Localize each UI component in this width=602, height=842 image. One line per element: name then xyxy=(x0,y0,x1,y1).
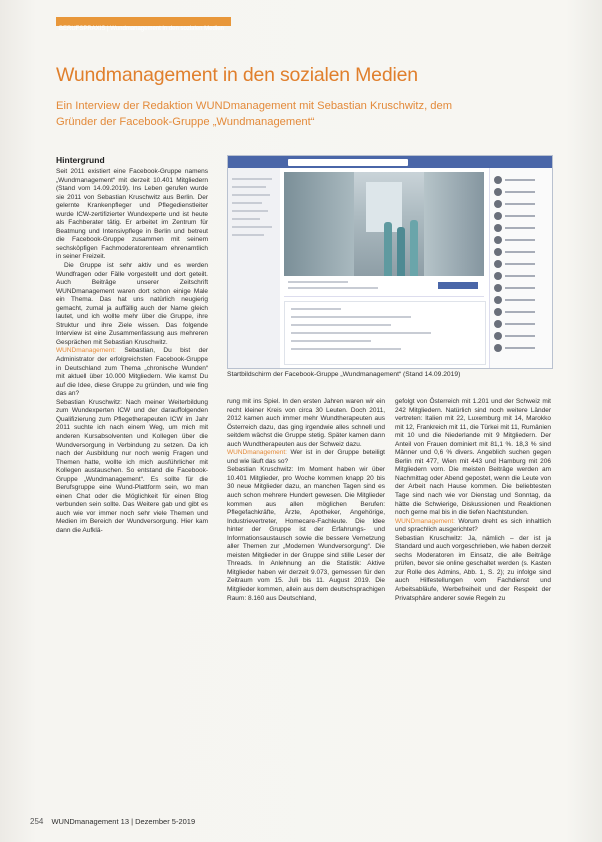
section-tag xyxy=(56,17,231,32)
answer-text: Nach meiner Weiterbildung zum Wundexperten ICW und der darauffolgenden Qualifizierung zum Pflegetherapeuten ICW im Jahr 2011 suchte ich nach einem Weg, um mich mit anderen Kursabsolventen und Kollegen über die Wundversorgung in Verbindung zu setzen. Da ich nach der Ausbildung nur noch wenig Fragen und Themen hatte, wollte ich mich ausführlicher mit Kollegen austauschen. So entstand die Facebook-Gruppe „Wundmanagement“. Es sollte für die Berufsgruppe eine Wund-Plattform sein, wo man einen Chat oder die Möglichkeit für einen Blog verbunden sein sollte. Das Weitere gab und gibt es auch wie vor immer noch sehr viele Themen und Medien im Bereich der Wundversorgung. Hier kam dann die Aufklä- xyxy=(56,398,208,534)
facebook-search-box xyxy=(288,159,408,166)
facebook-contacts-sidebar xyxy=(489,168,552,368)
interviewer-label: WUNDmanagement: xyxy=(395,517,455,525)
page-number: 254 xyxy=(30,817,44,826)
group-cover-photo xyxy=(284,172,484,276)
facebook-left-nav xyxy=(228,168,280,368)
answer-text: Ja, nämlich – der ist ja Standard und auch vorgeschrieben, wie haben derzeit sechs Moderatoren im Einsatz, die alle Beiträge prüfen, bevor sie online geschaltet werden (s. Kasten zur Rolle des Admins, Abb. 1, S. 2); zu infolge sind auch Hilfestellungen vom Fachdienst und Arbeitsabläufe, Werbefreiheit und der Respekt der Privatsphäre anderer sowie Regeln zu xyxy=(395,534,552,602)
section-tag-text: BERUFSPRAXIS | Wundmanagement in den sozialen Medien xyxy=(59,26,224,32)
answer-text: Im Moment haben wir über 10.401 Mitglieder, pro Woche kommen knapp 20 bis 30 neue Mitglieder dazu, an manchen Tagen sind es auch schon mehrere Hundert gewesen. Die Mitglieder kommen aus allen möglichen Berufen: Pflegefachkräfte, Ärzte, Apotheker, Angehörige, Industrievertreter, Homecare-Fachleute. Die Idee hinter der Gruppe ist der Erfahrungs- und Informationsaustausch sowie die bessere Vernetzung aller Themen zur „Modernen Wundversorgung“. Die meisten Mitglieder in der Gruppe sind stille Leser der Threads. In Anlehnung an die Statistik: Aktive Mitglieder haben wir derzeit 9.073, gemessen für den Zeitraum vom 15. Juli bis 11. August 2019. Die Mitglieder kommen, allein aus dem deutschsprachigen Raum: 8.160 aus Deutschland, xyxy=(227,466,385,602)
question-text: Sebastian, Du bist der Administrator der erfolgreichsten Facebook-Gruppe in Deutschland zum Thema „chronische Wunden“ mit aktuell über 10.000 Mitgliedern. Wie kamst Du auf die Idee, diese Gruppe zu gründen, und wie fing das an? xyxy=(56,347,208,398)
interviewer-label: WUNDmanagement: xyxy=(227,449,287,457)
paragraph: gefolgt von Österreich mit 1.201 und der Schweiz mit 242 Mitgliedern. Natürlich sind noch weitere Länder vertreten: Italien mit 22, Luxemburg mit 14, Marokko mit 12, Frankreich mit 11, die Türkei mit 11, Rumänien mit 10 und die Niederlande mit 9 Mitgliedern. Der Anteil von Frauen dominiert mit 81,1 %. 18,3 % sind Männer und 0,6 % divers. Angeblich suchen gegen Berlin mit 477, Wien mit 443 und Hamburg mit 206 Mitgliedern vorn. Die meisten Beiträge werden am Nachmittag oder Abend gepostet, wenn die Leute von der Arbeit nach Hause kommen. Die beliebtesten Tage sind nach wie vor Dienstag und Sonntag, da hätte die Schwierige, Diskussionen und Reaktionen noch gerne mal bis in die tiefen Nachtstunden. xyxy=(395,398,551,517)
paragraph: Seit 2011 existiert eine Facebook-Gruppe namens „Wundmanagement“ mit derzeit 10.401 Mitgliedern (Stand vom 14.09.2019). Ins Leben gerufen wurde sie 2011 von Sebastian Kruschwitz aus Berlin. Der gelernte Krankenpfleger und Pflegedienstleiter wurde ICW-zertifizierter Wundexperte und ist heute als Fachberater tätig. Er arbeitet im Zentrum für Beatmung und Intensivpflege in Berlin und betreut die Facebook-Gruppe zusammen mit seinem sechsköpfigen Fachmoderatorenteam ehrenamtlich in seiner Freizeit. xyxy=(56,168,208,261)
article-title: Wundmanagement in den sozialen Medien xyxy=(56,64,418,86)
interviewee-label: Sebastian Kruschwitz: xyxy=(227,466,294,474)
question-text: Wer ist in der Gruppe beteiligt und wie läuft das so? xyxy=(227,449,385,465)
section-heading: Hintergrund xyxy=(56,155,105,165)
figure-caption: Startbildschirm der Facebook-Gruppe „Wundmanagement“ (Stand 14.09.2019) xyxy=(227,371,461,378)
group-join-button xyxy=(438,282,478,289)
interviewee-label: Sebastian Kruschwitz: xyxy=(56,398,122,406)
paragraph: rung mit ins Spiel. In den ersten Jahren waren wir ein recht kleiner Kreis von circa 30 Leuten. Doch 2011, 2012 kamen auch immer mehr Wundtherapeuten aus Österreich dazu, das ging irgendwie alles schnell und seitdem wächst die Gruppe stetig. Später kamen dann auch Wundtherapeuten aus der Schweiz dazu. xyxy=(227,398,385,448)
page-footer xyxy=(30,817,195,826)
paragraph: Die Gruppe ist sehr aktiv und es werden Wundfragen oder Fälle vorgestellt und dort geteilt. Auch Beiträge unserer Zeitschrift WUNDmanagement waren dort schon einige Male ein Thema. Das hat uns natürlich neugierig gemacht, zumal ja auffällig auch der Name gleich lautet, und ich wollte mehr über die Gruppe, ihre Struktur und ihre Ziele wissen. Das folgende Interview ist eine Zusammenfassung aus mehreren Gesprächen mit Sebastian Kruschwitz. xyxy=(56,262,208,346)
journal-info: WUNDmanagement 13 | Dezember 5-2019 xyxy=(51,817,196,826)
facebook-screenshot xyxy=(227,155,553,369)
group-post-area xyxy=(284,301,486,365)
column-1 xyxy=(56,168,208,536)
interviewee-label: Sebastian Kruschwitz: xyxy=(395,534,463,542)
column-2 xyxy=(227,398,385,603)
interviewer-label: WUNDmanagement: xyxy=(56,347,116,355)
column-3 xyxy=(395,398,551,603)
question-text: Worum dreht es sich inhaltlich und sprachlich ausgerichtet? xyxy=(395,517,551,534)
article-subtitle: Ein Interview der Redaktion WUNDmanagement mit Sebastian Kruschwitz, dem Gründer der Facebook-Gruppe „Wundmanagement“ xyxy=(56,100,453,128)
facebook-topbar xyxy=(228,156,552,168)
